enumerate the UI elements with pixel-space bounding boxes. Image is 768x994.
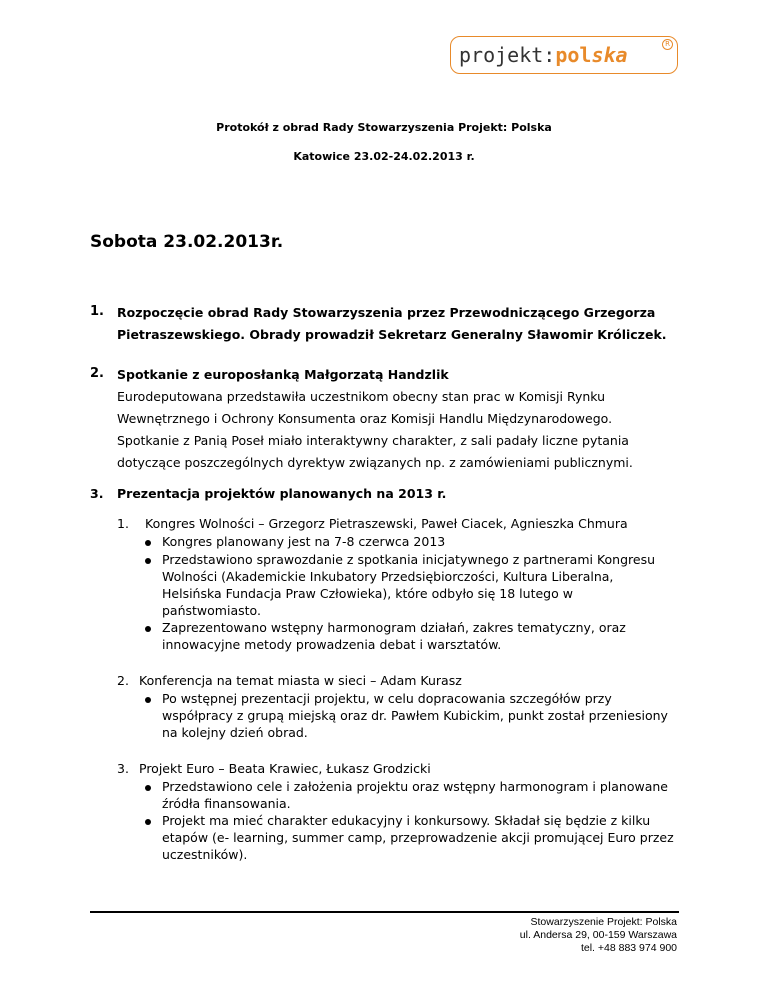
bullet-text: Po wstępnej prezentacji projektu, w celu dopracowania szczegółów przy — [162, 691, 612, 706]
item-text: Eurodeputowana przedstawiła uczestnikom obecny stan prac w Komisji Rynku — [117, 389, 606, 404]
bullet-text: państwomiasto. — [162, 603, 261, 618]
bullet-icon — [145, 540, 151, 546]
bullet-icon — [145, 626, 151, 632]
logo-text — [459, 43, 628, 67]
project-title: Kongres Wolności – Grzegorz Pietraszewski, Paweł Ciacek, Agnieszka Chmura — [145, 516, 628, 531]
footer-org: Stowarzyszenie Projekt: Polska — [530, 916, 677, 928]
item-title: Prezentacja projektów planowanych na 2013 r. — [117, 486, 447, 501]
bullet-text: Przedstawiono sprawozdanie z spotkania inicjatywnego z partnerami Kongresu — [162, 552, 656, 567]
logo-part-ska: ska — [591, 43, 628, 67]
item-number: 2. — [90, 366, 104, 381]
bullet-text: Projekt ma mieć charakter edukacyjny i konkursowy. Składał się będzie z kilku — [162, 813, 651, 828]
project-number: 2. — [117, 673, 129, 688]
bullet-text: współpracy z grupą miejską oraz dr. Pawłem Kubickim, punkt został przeniesiony — [162, 708, 668, 723]
item-text: Pietraszewskiego. Obrady prowadził Sekretarz Generalny Sławomir Króliczek. — [117, 327, 667, 342]
item-text: Wewnętrznego i Ochrony Konsumenta oraz Komisji Handlu Międzynarodowego. — [117, 411, 613, 426]
logo-part-pol: pol — [555, 43, 592, 67]
bullet-text: innowacyjne metody prowadzenia debat i warsztatów. — [162, 637, 502, 652]
item-text: Rozpoczęcie obrad Rady Stowarzyszenia przez Przewodniczącego Grzegorza — [117, 305, 656, 320]
logo-part-projekt: projekt: — [459, 43, 556, 67]
bullet-text: Zaprezentowano wstępny harmonogram działań, zakres tematyczny, oraz — [162, 620, 626, 635]
item-title: Spotkanie z europosłanką Małgorzatą Handzlik — [117, 367, 449, 382]
bullet-icon — [145, 785, 151, 791]
document-title: Protokół z obrad Rady Stowarzyszenia Projekt: Polska — [216, 121, 552, 134]
bullet-icon — [145, 697, 151, 703]
footer-divider — [90, 911, 679, 913]
day-heading: Sobota 23.02.2013r. — [90, 232, 284, 252]
place-date: Katowice 23.02-24.02.2013 r. — [293, 150, 475, 163]
bullet-icon — [145, 819, 151, 825]
bullet-icon — [145, 558, 151, 564]
bullet-text: Przedstawiono cele i założenia projektu oraz wstępny harmonogram i planowane — [162, 779, 668, 794]
bullet-text: na kolejny dzień obrad. — [162, 725, 308, 740]
logo — [450, 36, 678, 74]
bullet-text: uczestników). — [162, 847, 248, 862]
registered-mark-icon: R — [662, 39, 673, 50]
bullet-text: Wolności (Akademickie Inkubatory Przedsiębiorczości, Kultura Liberalna, — [162, 569, 614, 584]
item-text: dotyczące poszczególnych dyrektyw związanych np. z zamówieniami publicznymi. — [117, 455, 633, 470]
item-number: 1. — [90, 304, 104, 319]
project-number: 1. — [117, 516, 129, 531]
item-text: Spotkanie z Panią Poseł miało interaktywny charakter, z sali padały liczne pytania — [117, 433, 629, 448]
bullet-text: Kongres planowany jest na 7-8 czerwca 2013 — [162, 534, 446, 549]
project-title: Projekt Euro – Beata Krawiec, Łukasz Grodzicki — [139, 761, 431, 776]
footer-address: ul. Andersa 29, 00-159 Warszawa — [519, 929, 677, 941]
project-number: 3. — [117, 761, 129, 776]
bullet-text: etapów (e- learning, summer camp, przeprowadzenie akcji promującej Euro przez — [162, 830, 674, 845]
footer-phone: tel. +48 883 974 900 — [580, 942, 677, 954]
project-title: Konferencja na temat miasta w sieci – Adam Kurasz — [139, 673, 462, 688]
item-number: 3. — [90, 486, 104, 501]
bullet-text: źródła finansowania. — [162, 796, 291, 811]
bullet-text: Helsińska Fundacja Praw Człowieka), które odbyło się 18 lutego w — [162, 586, 573, 601]
